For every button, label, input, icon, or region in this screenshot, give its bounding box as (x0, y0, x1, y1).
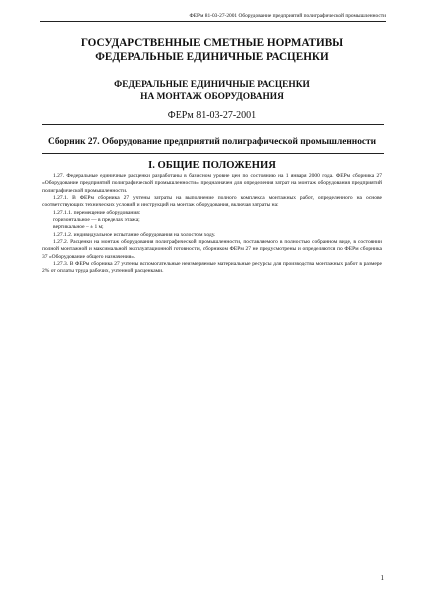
running-header: ФЕРм 81-03-27-2001 Оборудование предприятий полиграфической промышленности (40, 13, 386, 22)
list-item-horizontal: горизонтальное — в пределах этажа; (53, 217, 140, 224)
divider-top (42, 124, 384, 125)
collection-title: Сборник 27. Оборудование предприятий полиграфической промышленности (47, 137, 377, 147)
paragraph-1-27-1-1: 1.27.1.1. перемещение оборудования: (53, 209, 141, 216)
body-text (42, 173, 382, 276)
page-number: 1 (380, 574, 384, 582)
list-item-vertical: вертикальное – ± 1 м; (53, 224, 104, 231)
paragraph-1-27-1: 1.27.1. В ФЕРм сборника 27 учтены затраты на выполнение полного комплекса монтажных работ, определенного на основе соответствующих технических условий и инструкций на монтаж оборудования, включая затраты на: (42, 195, 382, 209)
document-title-line-2: ФЕДЕРАЛЬНЫЕ ЕДИНИЧНЫЕ РАСЦЕНКИ (95, 51, 329, 63)
paragraph-1-27-3: 1.27.3. В ФЕРм сборника 27 учтены вспомогательные неизмеряемые материальные ресурсы для производства монтажных работ в размере 2% от оплаты труда рабочих, учтенной расценками. (42, 261, 382, 275)
document-title (30, 36, 394, 64)
document-code: ФЕРм 81-03-27-2001 (167, 110, 257, 121)
paragraph-1-27-1-2: 1.27.1.2. индивидуальное испытание оборудования на холостом ходу. (53, 231, 216, 238)
section-heading: I. ОБЩИЕ ПОЛОЖЕНИЯ (148, 160, 276, 171)
paragraph-1-27-2: 1.27.2. Расценки на монтаж оборудования полиграфической промышленности, поставляемого в полностью собранном виде, в состоянии полной монтажной и максимальной эксплуатационной готовности, сборником ФЕРм 27 не предусмотрены и определяются по ФЕРм сборника 37 «Оборудование общего назначения». (42, 239, 382, 260)
divider-bottom (42, 153, 384, 154)
paragraph-1-27: 1.27. Федеральные единичные расценки разработаны в базисном уровне цен по состоянию на 1 января 2000 года. ФЕРм сборника 27 «Оборудование предприятий полиграфической промышленности» предназначен для определения затрат на монтаж оборудования предприятий полиграфической промышленности. (42, 173, 382, 194)
document-subtitle-line-2: НА МОНТАЖ ОБОРУДОВАНИЯ (140, 92, 284, 102)
document-subtitle-line-1: ФЕДЕРАЛЬНЫЕ ЕДИНИЧНЫЕ РАСЦЕНКИ (114, 80, 310, 90)
document-title-line-1: ГОСУДАРСТВЕННЫЕ СМЕТНЫЕ НОРМАТИВЫ (80, 37, 344, 49)
document-subtitle (30, 79, 394, 103)
